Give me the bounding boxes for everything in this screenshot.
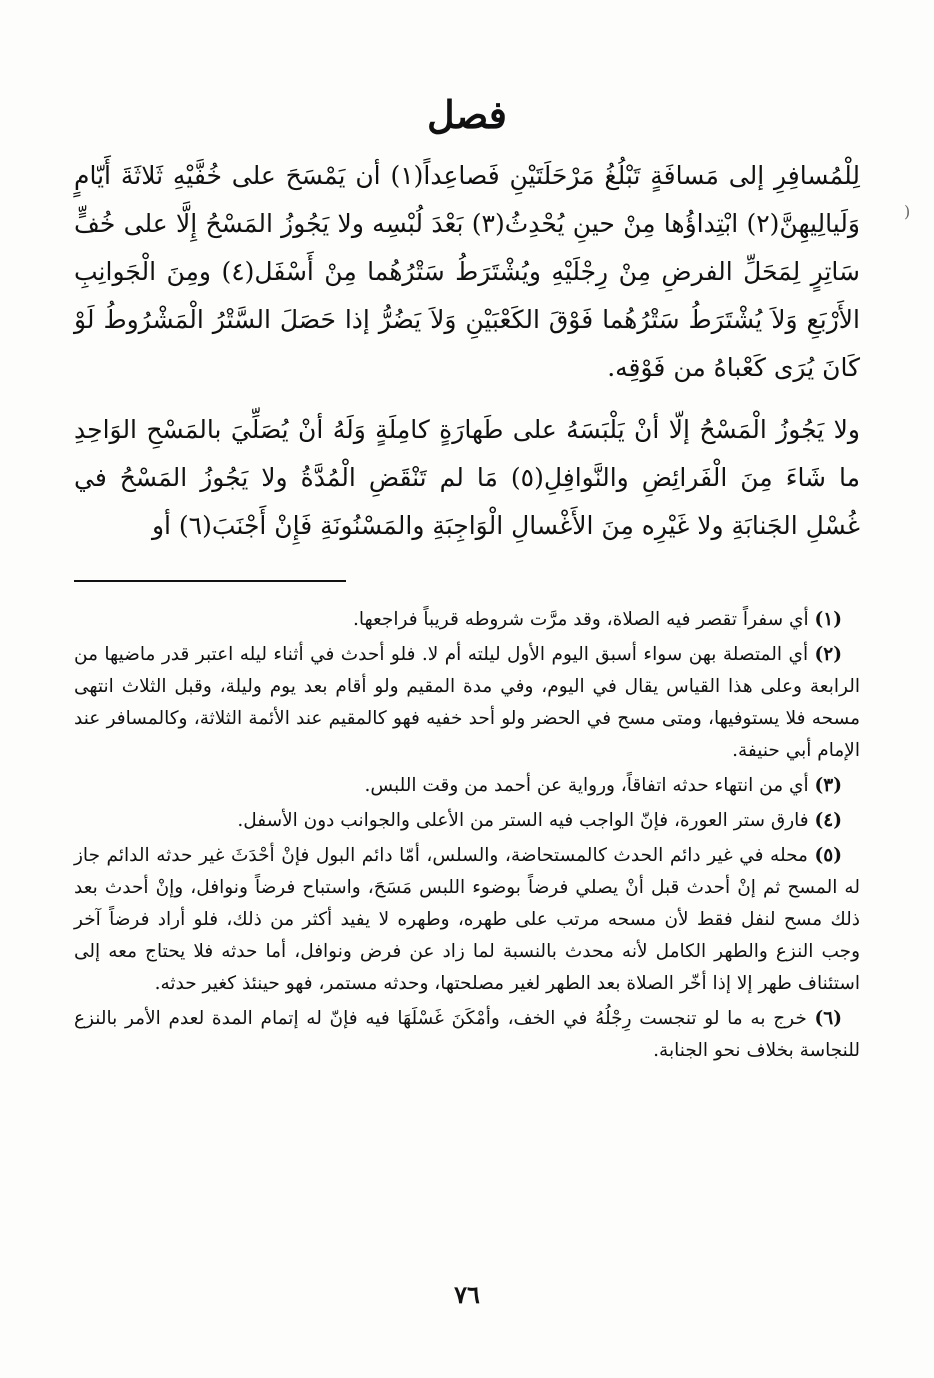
footnote-text: خرج به ما لو تنجست رِجْلُهُ في الخف، وأمْكَنَ غَسْلَهَا فيه فإنّ له إتمام المدة لعدم الأمر بالنزع للنجاسة بخلاف نحو الجنابة. [74, 1008, 860, 1061]
footnote-6 [74, 1003, 860, 1067]
paragraph-1: لِلْمُسافِرِ إلى مَسافَةٍ تَبْلُغُ مَرْحَلَتَيْنِ فَصاعِداً(١) أن يَمْسَحَ على خُفَّيْهِ ثَلاثَةَ أَيّامٍ وَلَيالِيهِنَّ(٢) ابْتِداؤُها مِنْ حينِ يُحْدِثُ(٣) بَعْدَ لُبْسِه ولا يَجُوزُ المَسْحُ إِلَّا على خُفٍّ سَاتِرٍ لِمَحَلِّ الفرضِ مِنْ رِجْلَيْهِ ويُشْتَرَطُ سَتْرُهُما مِنْ أَسْفَل(٤) ومِنَ الْجَوانِبِ الأَرْبَعِ وَلاَ يُشْتَرَطُ سَتْرُهُما فَوْقَ الكَعْبَيْنِ وَلاَ يَضُرُّ إذا حَصَلَ السَّتْرُ الْمَشْرُوطُ لَوْ كَانَ يُرَى كَعْباهُ من فَوْقِه. [74, 161, 860, 382]
footnote-number: (١) [814, 609, 842, 630]
footnote-number: (٦) [814, 1008, 842, 1029]
footnote-1 [74, 604, 860, 636]
footnote-3 [74, 770, 860, 802]
page-body [74, 90, 860, 1070]
footnote-number: (٢) [814, 644, 842, 665]
footnotes [74, 604, 860, 1067]
footnote-number: (٤) [814, 810, 842, 831]
footnote-5 [74, 840, 860, 1000]
paragraph-2: ولا يَجُوزُ الْمَسْحُ إلّا أنْ يَلْبَسَهُ على طَهارَةٍ كامِلَةٍ وَلَهُ أنْ يُصَلِّيَ بالمَسْحِ الوَاحِدِ ما شَاءَ مِنَ الْفَرائِضِ والنَّوافِلِ(٥) مَا لم تَنْقَضِ الْمُدَّةُ ولا يَجُوزُ المَسْحُ في غُسْلِ الجَنابَةِ ولا غَيْرِه مِنَ الأَغْسالِ الْوَاجِبَةِ والمَسْنُونَةِ فَإِنْ أَجْنَبَ(٦) أو [74, 415, 861, 540]
footnote-text: محله في غير دائم الحدث كالمستحاضة، والسلس، أمّا دائم البول فإنْ أحْدَثَ غير حدثه الدائم جاز له المسح ثم إنْ أحدث قبل أنْ يصلي فرضاً بوضوء اللبس مَسَحَ، واستباح فرضاً ونوافل، وإنْ أحدث بعد ذلك مسح لنفل فقط لأن مسحه مرتب على طهره، وطهره لا يفيد أكثر من ذلك، فلو أراد فرضاً آخر وجب النزع والطهر الكامل لأنه محدث بالنسبة لما زاد عن فرض ونوافل، أما حدثه فلا يحتاج معه إلى استئناف طهر إلا إذا أخّر الصلاة بعد الطهر لغير مصلحتها، وحدثه مستمر، فهو حينئذ كغير حدثه. [74, 845, 860, 994]
page-number: ٧٦ [454, 1280, 480, 1309]
footnote-text: أي من انتهاء حدثه اتفاقاً، ورواية عن أحمد من وقت اللبس. [364, 775, 809, 796]
margin-mark: ( [904, 202, 911, 221]
footnote-text: فارق ستر العورة، فإنّ الواجب فيه الستر من الأعلى والجوانب دون الأسفل. [237, 810, 809, 831]
section-heading: فصل [427, 92, 507, 137]
footnote-text: أي سفراً تقصر فيه الصلاة، وقد مرَّت شروطه قريباً فراجعها. [352, 609, 809, 630]
footnote-separator [74, 580, 346, 582]
footnote-4 [74, 805, 860, 837]
footnote-2 [74, 639, 860, 767]
footnote-number: (٥) [814, 845, 842, 866]
footnote-number: (٣) [814, 775, 842, 796]
footnote-text: أي المتصلة بهن سواء أسبق اليوم الأول ليلته أم لا. فلو أحدث في أثناء ليله اعتبر قدر ماضيها من الرابعة وعلى هذا القياس يقال في اليوم، وفي مدة المقيم ولو أقام بعد يوم وليلة، وقبل الثلاث انتهى مسحه فلا يستوفيها، ومتى مسح في الحضر ولو أحد خفيه فهو كالمقيم عند الأئمة الثلاثة، وكالمسافر عند الإمام أبي حنيفة. [74, 644, 860, 761]
main-text [74, 152, 860, 550]
